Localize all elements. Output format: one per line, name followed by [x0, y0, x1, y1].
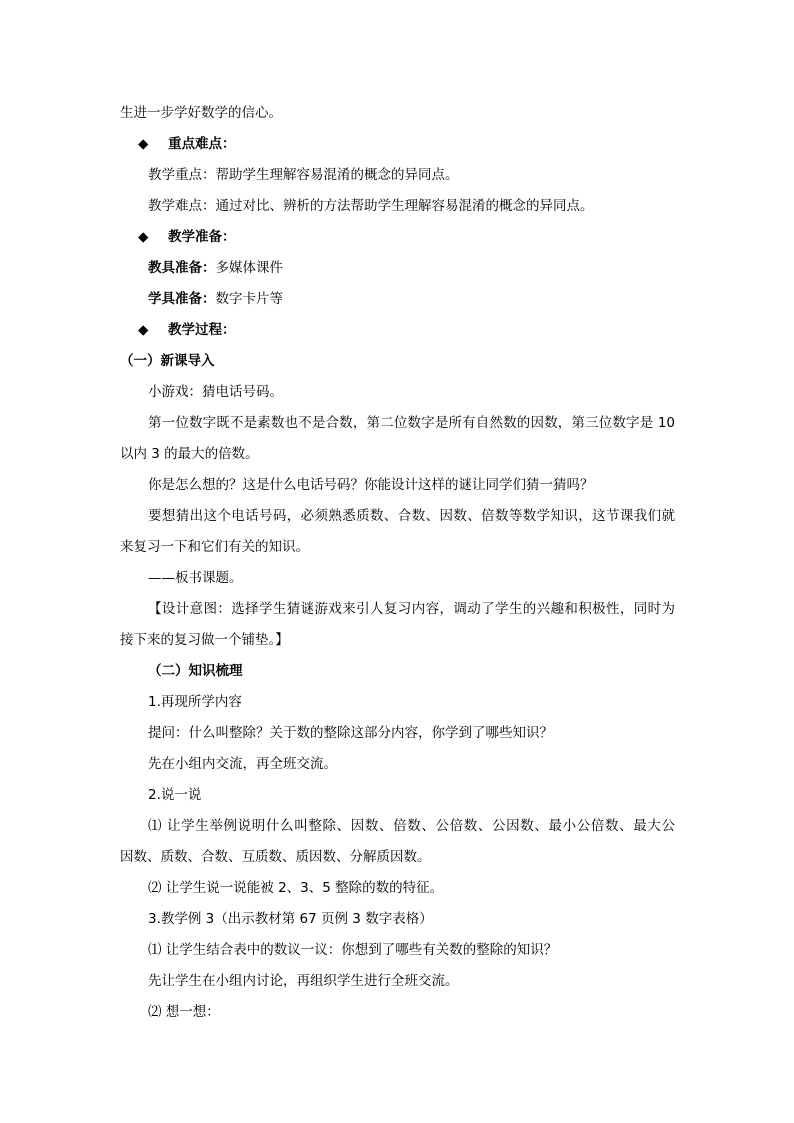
subsection-heading: （二）知识梳理 [148, 663, 243, 679]
label: 学具准备： [148, 291, 216, 307]
text-line: 1.再现所学内容 [148, 694, 242, 710]
text-line: ⑴ 让学生举例说明什么叫整除、因数、倍数、公倍数、公因数、最小公倍数、最大公 [148, 818, 675, 834]
section-heading-process [138, 321, 236, 339]
text-line: 教学重点：帮助学生理解容易混淆的概念的异同点。 [148, 167, 459, 183]
text-line [148, 259, 283, 277]
section-heading-key-points [138, 135, 236, 153]
text-line: 因数、质数、合数、互质数、质因数、分解质因数。 [120, 849, 431, 865]
text-line: 要想猜出这个电话号码，必须熟悉质数、合数、因数、倍数等数学知识，这节课我们就 [148, 508, 675, 524]
text-line: 生进一步学好数学的信心。 [120, 105, 282, 121]
design-intent-line: 【设计意图：选择学生猜谜游戏来引人复习内容，调动了学生的兴趣和积极性，同时为 [148, 601, 675, 617]
diamond-bullet-icon: ◆ [138, 229, 149, 245]
diamond-bullet-icon: ◆ [138, 322, 149, 338]
text-line: 提问：什么叫整除？关于数的整除这部分内容，你学到了哪些知识？ [148, 725, 553, 741]
section-heading-preparation [138, 228, 236, 246]
text-line: 你是怎么想的？这是什么电话号码？你能设计这样的谜让同学们猜一猜吗？ [148, 477, 594, 493]
text-line: 先在小组内交流，再全班交流。 [148, 756, 337, 772]
text-line [148, 290, 283, 308]
diamond-bullet-icon: ◆ [138, 136, 149, 152]
heading-label: 教学过程： [168, 322, 236, 338]
text-line: 小游戏：猜电话号码。 [148, 384, 283, 400]
text-line: 3.教学例 3（出示教材第 67 页例 3 数字表格） [148, 911, 433, 927]
design-intent-line: 接下来的复习做一个铺垫。】 [120, 632, 289, 648]
value: 数字卡片等 [215, 291, 283, 307]
text-line: 以内 3 的最大的倍数。 [120, 446, 259, 462]
text-line: ⑵ 让学生说一说能被 2、3、5 整除的数的特征。 [148, 880, 444, 896]
text-line: 教学难点：通过对比、辨析的方法帮助学生理解容易混淆的概念的异同点。 [148, 198, 594, 214]
text-line: 2.说一说 [148, 787, 202, 803]
value: 多媒体课件 [215, 260, 283, 276]
subsection-heading: （一）新课导入 [120, 353, 215, 369]
text-line: ⑴ 让学生结合表中的数议一议：你想到了哪些有关数的整除的知识？ [148, 942, 558, 958]
text-line: 第一位数字既不是素数也不是合数，第二位数字是所有自然数的因数，第三位数字是 10 [148, 415, 675, 431]
text-line: ⑵ 想一想： [148, 1004, 220, 1020]
label: 教具准备： [148, 260, 216, 276]
text-line: 来复习一下和它们有关的知识。 [120, 539, 309, 555]
text-line: ——板书课题。 [148, 570, 243, 586]
heading-label: 教学准备： [168, 229, 236, 245]
heading-label: 重点难点： [168, 136, 236, 152]
text-line: 先让学生在小组内讨论，再组织学生进行全班交流。 [148, 973, 459, 989]
